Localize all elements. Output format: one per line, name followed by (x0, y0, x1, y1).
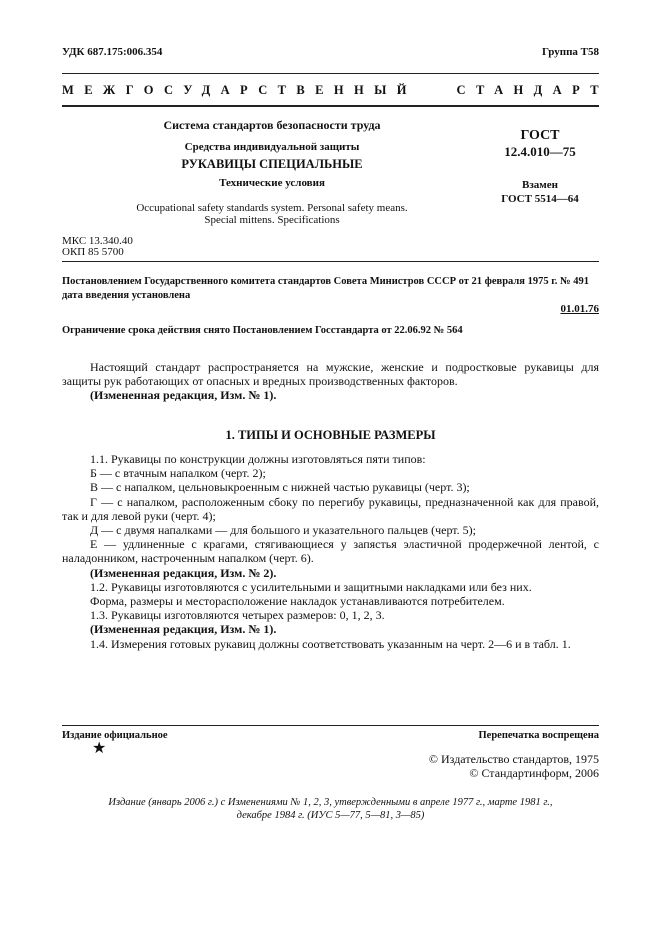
banner-rule (62, 105, 599, 107)
banner-right: СТАНДАРТ (456, 83, 609, 97)
clause-1-4: 1.4. Измерения готовых рукавиц должны соответствовать указанным на черт. 2—6 и в табл. 1. (90, 636, 571, 651)
udk-code: УДК 687.175:006.354 (62, 46, 163, 58)
clause-1-1: 1.1. Рукавицы по конструкции должны изготовляться пяти типов: (90, 452, 426, 466)
edition-note-line1: Издание (январь 2006 г.) с Изменениями № 1, 2, 3, утвержденными в апреле 1977 г., марте 1981 г., (108, 797, 553, 808)
replaces-label: Взамен (522, 179, 558, 191)
system-title: Система стандартов безопасности труда (163, 118, 381, 132)
english-title-line1: Occupational safety standards system. Personal safety means. (136, 202, 408, 214)
top-rule (62, 73, 599, 74)
intro-edit-note: (Измененная редакция, Изм. № 1). (90, 388, 277, 403)
intro-text: Настоящий стандарт распространяется на мужские, женские и подростковые рукавицы для защиты рук работающих от опасных и вредных производственных факторов. (62, 360, 599, 389)
okp-code: ОКП 85 5700 (62, 246, 124, 258)
english-title-line2: Special mittens. Specifications (204, 214, 340, 226)
clause-1-3: 1.3. Рукавицы изготовляются четырех размеров: 0, 1, 2, 3. (90, 608, 385, 623)
decree-line2: дата введения установлена (62, 290, 191, 301)
section1-heading: 1. ТИПЫ И ОСНОВНЫЕ РАЗМЕРЫ (225, 428, 436, 442)
document-subtitle: Технические условия (219, 177, 325, 189)
type-d: Д — с двумя напалками — для большого и указательного пальцев (черт. 5); (90, 523, 476, 538)
effective-date: 01.01.76 (560, 303, 599, 315)
type-b: Б — с втачным напалком (черт. 2); (90, 466, 266, 481)
star-icon: ★ (92, 740, 107, 757)
decree-line1: Постановлением Государственного комитета стандартов Совета Министров СССР от 21 февраля 1975 г. № 491 (62, 276, 589, 287)
gost-number: 12.4.010—75 (504, 144, 576, 159)
footer-rule (62, 725, 599, 726)
copyright-2006: © Стандартинформ, 2006 (469, 766, 599, 780)
edit-note-2: (Измененная редакция, Изм. № 2). (90, 565, 277, 580)
section1-body (62, 452, 599, 651)
copyright-1975: © Издательство стандартов, 1975 (428, 752, 599, 766)
edit-note-1: (Измененная редакция, Изм. № 1). (90, 622, 277, 637)
banner-left: МЕЖГОСУДАРСТВЕННЫЙ (62, 83, 417, 97)
intro-block (62, 360, 599, 403)
clause-1-2-form: Форма, размеры и месторасположение накладок устанавливаются потребителем. (90, 594, 505, 609)
mks-code: МКС 13.340.40 (62, 235, 133, 247)
replaces-value: ГОСТ 5514—64 (501, 193, 579, 205)
gost-label: ГОСТ (520, 128, 560, 143)
reprint-prohibited: Перепечатка воспрещена (478, 730, 599, 741)
type-e: Е — удлиненные с крагами, стягивающиеся у запястья эластичной продержечной лентой, с наладонником, настроченным напалком (черт. 6). (62, 537, 599, 566)
type-g: Г — с напалком, расположенным сбоку по перегибу рукавицы, предназначенной как для правой, так и для левой руки (черт. 4); (62, 494, 599, 523)
clause-1-2: 1.2. Рукавицы изготовляются с усилительными и защитными накладками или без них. (90, 579, 532, 594)
means-title: Средства индивидуальной защиты (184, 141, 360, 153)
official-edition: Издание официальное (62, 730, 168, 741)
restriction-note: Ограничение срока действия снято Постановлением Госстандарта от 22.06.92 № 564 (62, 325, 463, 336)
edition-note-line2: декабре 1984 г. (ИУС 5—77, 5—81, 3—85) (236, 810, 425, 821)
group-code: Группа Т58 (541, 46, 599, 58)
document-title: РУКАВИЦЫ СПЕЦИАЛЬНЫЕ (181, 157, 363, 171)
type-v: В — с напалком, цельновыкроенным с нижней частью рукавицы (черт. 3); (90, 480, 470, 495)
codes-rule (62, 261, 599, 262)
